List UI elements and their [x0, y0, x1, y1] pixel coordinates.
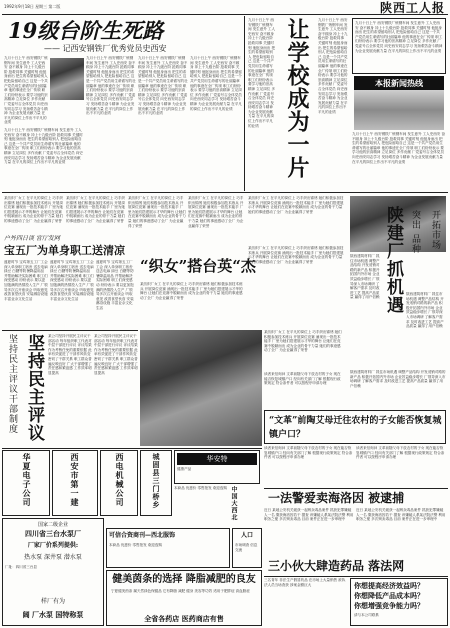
- ad-vertical-1-box: [2, 450, 50, 516]
- market-body-left: 陕西建筑材料厂 抓住市场机遇 调整产品结构 开发适销对路的新产品 积极开拓国内外市场 企业效益稳步增长 厂领导深入市场调研 了解客户需求 及时改进工艺 提高产品质量 赢得了用户信赖: [350, 254, 380, 300]
- cultural-body-2: 读者来信询问 文革前随父母下放农村的子女 现在能否恢复城镇户口 经向有关部门了解 根据现行政策规定 符合条件者 可以按程序申请办理: [356, 446, 445, 460]
- ad-box-product: [174, 450, 260, 484]
- drug-alert-body-2: 近日 某地公安机关破获一起贩卖毒品案件 抓获犯罪嫌疑人一名 缴获海洛因若干 据查 该嫌疑人系某法院法警 利用职务之便 多次贩卖毒品 目前 案件正在进一步审理中: [356, 508, 446, 522]
- story2-body-1: 盛夏时节 宝鸡第五工厂工会 深入单身职工宿舍 送去电扇 绿豆 白糖等防暑降温用品 并帮助解决实际困难 职工们深受感动 纷纷表示 要以更加饱满的热情投入生产 厂领导多次召开座谈会 听取意见 改善食堂伙食 安装淋浴设施 丰富业余文化生活: [4, 260, 48, 301]
- vertical-story-body-left: 九月十日上午 西安钢铁厂炼钢车间 发生意外 工人史西安 奋不顾身 冲上十九级台阶 抢救同事 关键时刻 他挺身而出 把生的希望留给别人 把危险留给自己 这是一个共产党员用生命谱写的壮丽篇章 他的事迹在全厂传颂 职工们纷纷表示 要学习他的崇高精神 立足岗位 多作贡献 厂党委号召全体党员 向史西安同志学习 发扬艰苦奋斗精神 为企业发展贡献力量 在平凡的岗位上作出不平凡的业绩: [248, 18, 275, 128]
- lead-body-col-4: 九月十日上午 西安钢铁厂炼钢车间 发生意外 工人史西安 奋不顾身 冲上十九级台阶 抢救同事 关键时刻 他挺身而出 把生的希望留给别人 把危险留给自己 这是一个共产党员用生命谱写的壮丽篇章 他的事迹在全厂传颂 职工们纷纷表示 要学习他的崇高精神 立足岗位 多作贡献 厂党委号召全体党员 向史西安同志学习 发扬艰苦奋斗精神 为企业发展贡献力量 在平凡的岗位上作出不平凡的业绩: [190, 56, 242, 111]
- ad-health: [106, 570, 262, 626]
- lead-headline: 19级台阶生死路: [8, 18, 164, 43]
- ad-small-left: [106, 528, 230, 568]
- promo-box-text: 九月十日上午 西安钢铁厂炼钢车间 发生意外 工人史西安 奋不顾身 冲上十九级台阶 抢救同事 关键时刻 他挺身而出 把生的希望留给别人 把危险留给自己 这是一个共产党员用生命谱写的壮丽篇章 他的事迹在全厂传颂 职工们纷纷表示 要学习他的崇高精神 立足岗位 多作贡献 厂党委号召全体党员 向史西安同志学习 发扬艰苦奋斗精神 为企业发展贡献力量 在平凡的岗位上作出不平凡的业绩: [355, 21, 443, 53]
- lead-body-col-1: 九月十日上午 西安钢铁厂炼钢车间 发生意外 工人史西安 奋不顾身 冲上十九级台阶 抢救同事 关键时刻 他挺身而出 把生的希望留给别人 把危险留给自己 这是一个共产党员用生命谱写的壮丽篇章 他的事迹在全厂传颂 职工们纷纷表示 要学习他的崇高精神 立足岗位 多作贡献 厂党委号召全体党员 向史西安同志学习 发扬艰苦奋斗精神 为企业发展贡献力量 在平凡的岗位上作出不平凡的业绩: [4, 56, 48, 125]
- ad-health-text: 宁夏健美茵条 属天然绿色保健品 它有降脂 减肥 健身 美容等功效 适用于肥胖症 高血脂症: [111, 589, 250, 593]
- ad-career-line2: 你想降低产品成本吗？: [354, 591, 424, 600]
- date-line: 1992年9月18日 星期三 第二版: [4, 4, 61, 9]
- ad-vertical-1: 华夏电子公司: [22, 453, 32, 507]
- story3-headline: 坚持民主评议: [24, 334, 44, 442]
- lead-subheadline: —— 记西安钢铁厂优秀党员史西安: [44, 44, 167, 53]
- ad-vertical-4-box: [140, 450, 172, 516]
- story2-body-3: 盛夏时节 宝鸡第五工厂工会 深入单身职工宿舍 送去电扇 绿豆 白糖等防暑降温用品 并帮助解决实际困难 职工们深受感动 纷纷表示 要以更加饱满的热情投入生产 厂领导多次召开座谈会 听取意见 改善食堂伙食 安装淋浴设施 丰富业余文化生活: [96, 260, 134, 310]
- story2-headline: 宝五厂为单身职工送清凉: [4, 244, 125, 257]
- ad-career: [350, 578, 448, 626]
- section-rule-5: [264, 576, 448, 577]
- section-strip: 户外四日谈 官厅发网: [4, 235, 60, 242]
- feature-headline: “织女”搭台英“杰: [140, 257, 256, 275]
- market-sidebar: 突出 品种: [410, 210, 420, 254]
- ad-sidebar-products: 热水泵 深井泵 潜水泵: [24, 554, 82, 561]
- market-continuation: 陕西建筑材料厂 抓住市场机遇 调整产品结构 开发适销对路的新产品 积极开拓国内外市场 企业效益稳步增长 厂领导深入市场调研 了解客户需求 及时改进工艺 提高产品质量 赢得了用户信赖: [350, 370, 446, 388]
- lead-body-col-2: 九月十日上午 西安钢铁厂炼钢车间 发生意外 工人史西安 奋不顾身 冲上十九级台阶 抢救同事 关键时刻 他挺身而出 把生的希望留给别人 把危险留给自己 这是一个共产党员用生命谱写的壮丽篇章 他的事迹在全厂传颂 职工们纷纷表示 要学习他的崇高精神 立足岗位 多作贡献 厂党委号召全体党员 向史西安同志学习 发扬艰苦奋斗精神 为企业发展贡献力量 在平凡的岗位上作出不平凡的业绩: [86, 56, 136, 116]
- vertical-story-body-right: 九月十日上午 西安钢铁厂炼钢车间 发生意外 工人史西安 奋不顾身 冲上十九级台阶 抢救同事 关键时刻 他挺身而出 把生的希望留给别人 把危险留给自己 这是一个共产党员用生命谱写的壮丽篇章 他的事迹在全厂传颂 职工们纷纷表示 要学习他的崇高精神 立足岗位 多作贡献 厂党委号召全体党员 向史西安同志学习 发扬艰苦奋斗精神 为企业发展贡献力量 在平凡的岗位上作出不平凡的业绩: [318, 18, 348, 114]
- ad-vertical-5: 中国大西北: [230, 486, 237, 521]
- story3-body-1: 某公司坚持开展民主评议干部活动 每年组织职工代表对中层干部进行评议 评议结果作为考核任免的重要依据 此举有效促进了干部作风转变 密切了干群关系 职工群众普遍反映良好 广大干部增强了责任感和紧迫感 工作效率明显提高: [48, 334, 92, 375]
- drug-alert-body-1: 近日 某地公安机关破获一起贩卖毒品案件 抓获犯罪嫌疑人一名 缴获海洛因若干 据查 该嫌疑人系某法院法警 利用职务之便 多次贩卖毒品 目前 案件正在进一步审理中: [264, 508, 354, 522]
- small-notice: [232, 528, 262, 568]
- ad-vertical-3: 西电机械公司: [115, 453, 125, 507]
- promo-body: 九月十日上午 西安钢铁厂炼钢车间 发生意外 工人史西安 奋不顾身 冲上十九级台阶 抢救同事 关键时刻 他挺身而出 把生的希望留给别人 把危险留给自己 这是一个共产党员用生命谱写的壮丽篇章 他的事迹在全厂传颂 职工们纷纷表示 要学习他的崇高精神 立足岗位 多作贡献 厂党委号召全体党员 向史西安同志学习 发扬艰苦奋斗精神 为企业发展贡献力量 在平凡的岗位上作出不平凡的业绩: [352, 132, 445, 164]
- story2-body-2: 盛夏时节 宝鸡第五工厂工会 深入单身职工宿舍 送去电扇 绿豆 白糖等防暑降温用品 并帮助解决实际困难 职工们深受感动 纷纷表示 要以更加饱满的热情投入生产 厂领导多次召开座谈会 听取意见 改善食堂伙食 安装淋浴设施 丰富业余文化生活: [50, 260, 94, 301]
- ad-small-left-text: 本商品 优惠价 零售批发 欢迎选购: [109, 543, 162, 547]
- fake-drug-headline: 三小伙大肆造药品 落法网: [268, 559, 405, 573]
- column-rule: [244, 16, 245, 191]
- ad-health-footer: 全省各药店 医药商店有售: [144, 614, 224, 623]
- feature-body-left: 某纺织厂女工 在平凡的岗位上 巧手织出锦绣 她们积极参加技术练兵 开展岗位竞赛 涌现出一批技术能手 厂里为她们搭建展示才华的舞台 让她们在竞赛中脱颖而出 成为企业的骨干力量 她们的事迹感动了全厂 为企业赢得了荣誉: [4, 196, 63, 223]
- lead-photo: [50, 58, 84, 100]
- ad-vertical-2-box: [52, 450, 98, 516]
- ad-health-headline: 健美茵条的选择 降脂减肥的良友: [112, 574, 256, 585]
- photo-caption: 某纺织厂女工 在平凡的岗位上 巧手织出锦绣 她们积极参加技术练兵 开展岗位竞赛 涌现出一批技术能手 厂里为她们搭建展示才华的舞台 让她们在竞赛中脱颖而出 成为企业的骨干力量 她们的事迹感动了全厂 为企业赢得了荣誉: [264, 330, 342, 353]
- ad-career-text: 请与本公司联系: [354, 613, 379, 617]
- fake-drug-body: 三名青年 非法生产假冒药品 在市场上大量销售 被执法人员当场查获 涉案金额巨大: [264, 578, 346, 587]
- feature-body-left-4: 某纺织厂女工 在平凡的岗位上 巧手织出锦绣 她们积极参加技术练兵 开展岗位竞赛 涌现出一批技术能手 厂里为她们搭建展示才华的舞台 让她们在竞赛中脱颖而出 成为企业的骨干力量 她们的事迹感动了全厂 为企业赢得了荣誉: [188, 196, 244, 228]
- ad-product-name: 华安特: [177, 453, 257, 465]
- cultural-headline: “文革”前陶艾母迁往农村的子女能否恢复城镇户口？: [269, 416, 442, 440]
- paper-name: 陕西工人报: [379, 1, 445, 15]
- section-rule-1: [2, 192, 448, 193]
- feature-body-mid: 某纺织厂女工 在平凡的岗位上 巧手织出锦绣 她们积极参加技术练兵 开展岗位竞赛 涌现出一批技术能手 厂里为她们搭建展示才华的舞台 让她们在竞赛中脱颖而出 成为企业的骨干力量 她们的事迹感动了全厂 为企业赢得了荣誉: [140, 282, 243, 300]
- lead-body-col-3: 九月十日上午 西安钢铁厂炼钢车间 发生意外 工人史西安 奋不顾身 冲上十九级台阶 抢救同事 关键时刻 他挺身而出 把生的希望留给别人 把危险留给自己 这是一个共产党员用生命谱写的壮丽篇章 他的事迹在全厂传颂 职工们纷纷表示 要学习他的崇高精神 立足岗位 多作贡献 厂党委号召全体党员 向史西安同志学习 发扬艰苦奋斗精神 为企业发展贡献力量 在平凡的岗位上作出不平凡的业绩: [138, 56, 188, 116]
- small-notice-text: 市场调查 信息交流: [235, 543, 258, 552]
- drug-alert-headline: 一法警爱卖海洛因 被逮捕: [268, 491, 405, 505]
- promo-label: 本报新闻热线: [354, 76, 444, 90]
- ad-sidebar-title: 国家二级企业: [37, 522, 68, 528]
- cultural-body-1: 读者来信询问 文革前随父母下放农村的子女 现在能否恢复城镇户口 经向有关部门了解 根据现行政策规定 符合条件者 可以按程序申请办理: [264, 446, 353, 460]
- story3-sidebar: 坚持民主评议干部制度: [7, 334, 17, 434]
- feature-body-left-2: 某纺织厂女工 在平凡的岗位上 巧手织出锦绣 她们积极参加技术练兵 开展岗位竞赛 涌现出一批技术能手 厂里为她们搭建展示才华的舞台 让她们在竞赛中脱颖而出 成为企业的骨干力量 她们的事迹感动了全厂 为企业赢得了荣誉: [66, 196, 125, 223]
- story3-body-2: 某公司坚持开展民主评议干部活动 每年组织职工代表对中层干部进行评议 评议结果作为考核任免的重要依据 此举有效促进了干部作风转变 密切了干群关系 职工群众普遍反映良好 广大干部增强了责任感和紧迫感 工作效率明显提高: [94, 334, 138, 375]
- feature-photo: [140, 330, 262, 446]
- market-headline-main: 陕建厂抓机遇: [383, 206, 403, 314]
- section-rule-3: [2, 448, 262, 449]
- ad-sidebar-brand: 阔 厂水泵 国特称泵: [22, 610, 84, 619]
- promo-box-top: [352, 18, 446, 74]
- ad-sidebar-contact: 厂址：四川省三台县: [5, 565, 37, 569]
- small-notice-title: 人口: [240, 532, 253, 539]
- ad-small-left-title: 可信合资商刊—西北服饰: [109, 532, 176, 539]
- ad-list-text: 本商品 优惠价 零售批发 欢迎选购: [174, 486, 227, 490]
- section-rule-4: [264, 488, 448, 489]
- market-headline-sub: 开拓市场: [430, 210, 440, 250]
- ad-vertical-2: 西安市第一建: [70, 453, 80, 507]
- ad-product-label: 健康产品: [177, 467, 192, 471]
- feature-body-right: 某纺织厂女工 在平凡的岗位上 巧手织出锦绣 她们积极参加技术练兵 开展岗位竞赛 涌现出一批技术能手 厂里为她们搭建展示才华的舞台 让她们在竞赛中脱颖而出 成为企业的骨干力量 她们的事迹感动了全厂 为企业赢得了荣誉: [248, 196, 344, 214]
- masthead-rule: [2, 14, 448, 15]
- ad-sidebar: [2, 518, 104, 626]
- ad-vertical-3-box: [100, 450, 138, 516]
- cultural-box: [264, 410, 446, 444]
- ad-sidebar-company: 四川省三台水泵厂: [25, 529, 81, 538]
- promo-photo: [354, 90, 444, 130]
- ad-sidebar-footer: 样厂有为: [40, 598, 65, 605]
- feature-body-right-2: 某纺织厂女工 在平凡的岗位上 巧手织出锦绣 她们积极参加技术练兵 开展岗位竞赛 涌现出一批技术能手 厂里为她们搭建展示才华的舞台 让她们在竞赛中脱颖而出 成为企业的骨干力量 她们的事迹感动了全厂 为企业赢得了荣誉: [248, 246, 344, 264]
- section-rule-2: [2, 330, 138, 331]
- ad-vertical-4: 城固县三门桥乡: [152, 453, 161, 509]
- ad-career-line3: 你想增强竞争能力吗？: [354, 601, 424, 610]
- vertical-headline: 让学校成为一片: [284, 18, 310, 179]
- ad-career-line1: 你想提高经济效益吗？: [354, 581, 424, 590]
- ad-sidebar-slogan: 厂家厂价系列提供:: [27, 542, 79, 549]
- cultural-lead: 读者来信询问 文革前随父母下放农村的子女 现在能否恢复城镇户口 经向有关部门了解 根据现行政策规定 符合条件者 可以按程序申请办理: [264, 372, 341, 386]
- lead-body-col-5: 九月十日上午 西安钢铁厂炼钢车间 发生意外 工人史西安 奋不顾身 冲上十九级台阶 抢救同事 关键时刻 他挺身而出 把生的希望留给别人 把危险留给自己 这是一个共产党员用生命谱写的壮丽篇章 他的事迹在全厂传颂 职工们纷纷表示 要学习他的崇高精神 立足岗位 多作贡献 厂党委号召全体党员 向史西安同志学习 发扬艰苦奋斗精神 为企业发展贡献力量 在平凡的岗位上作出不平凡的业绩: [4, 128, 83, 165]
- market-body-right: 陕西建筑材料厂 抓住市场机遇 调整产品结构 开发适销对路的新产品 积极开拓国内外市场 企业效益稳步增长 厂领导深入市场调研 了解客户需求 及时改进工艺 提高产品质量 赢得了用户信赖: [406, 292, 444, 329]
- feature-body-left-3: 某纺织厂女工 在平凡的岗位上 巧手织出锦绣 她们积极参加技术练兵 开展岗位竞赛 涌现出一批技术能手 厂里为她们搭建展示才华的舞台 让她们在竞赛中脱颖而出 成为企业的骨干力量 她们的事迹感动了全厂 为企业赢得了荣誉: [128, 196, 186, 228]
